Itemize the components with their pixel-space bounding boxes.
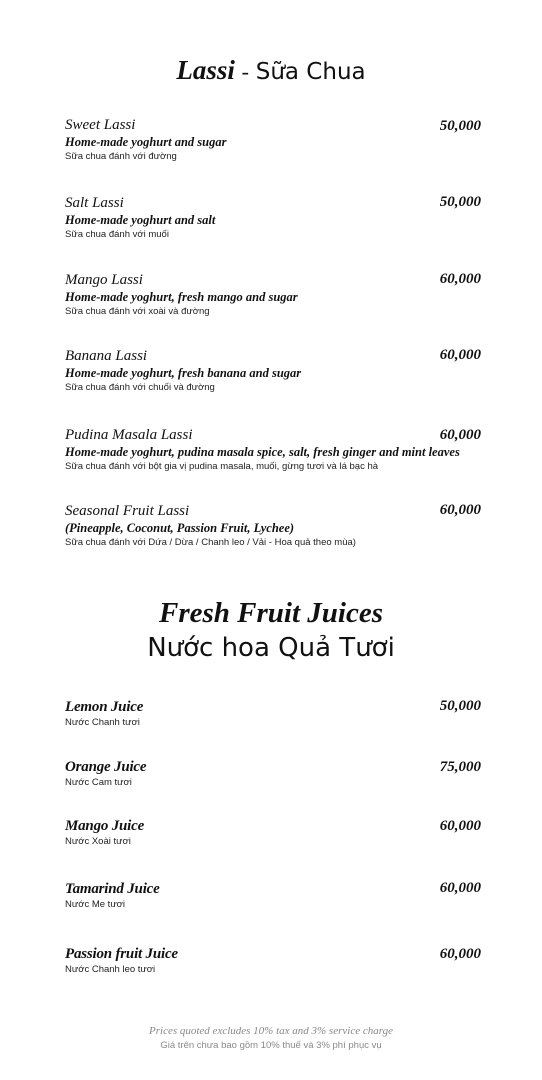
item-desc-vi: Nước Chanh leo tươi [65,964,156,975]
item-desc-en: (Pineapple, Coconut, Passion Fruit, Lychee) [65,521,295,535]
juice-section-title-en: Fresh Fruit Juices [159,597,383,629]
menu-item-tamarind-juice [65,880,485,911]
lassi-section-title [0,54,542,88]
item-desc-vi: Nước Me tươi [65,899,126,910]
item-name: Orange Juice [65,759,147,775]
lassi-title-en: Lassi [176,55,235,85]
footer-note-en: Prices quoted excludes 10% tax and 3% service charge [149,1025,393,1037]
item-name: Pudina Masala Lassi [65,427,193,443]
item-name: Seasonal Fruit Lassi [65,503,190,519]
item-desc-en: Home-made yoghurt, pudina masala spice, salt, fresh ginger and mint leaves [65,445,460,459]
lassi-title-vi: Sữa Chua [255,59,366,85]
item-price-passion-fruit-juice: 60,000 [439,946,481,962]
item-desc-vi: Nước Cam tươi [65,777,132,788]
item-name: Lemon Juice [65,699,144,715]
item-desc-vi: Nước Chanh tươi [65,717,140,728]
menu-item-mango-lassi [65,271,485,318]
item-desc-vi: Sữa chua đánh với bột gia vị pudina masala, muối, gừng tươi và lá bạc hà [65,461,379,472]
item-price-orange-juice: 75,000 [439,759,481,775]
item-desc-en: Home-made yoghurt and salt [65,213,216,227]
menu-item-banana-lassi [65,347,485,394]
footer-note-vi: Giá trên chưa bao gồm 10% thuế và 3% phí phục vụ [160,1040,382,1051]
item-desc-en: Home-made yoghurt, fresh banana and sugar [65,366,302,380]
menu-item-orange-juice [65,758,485,789]
menu-item-seasonal-fruit-lassi [65,502,485,549]
item-name: Mango Juice [65,818,145,834]
item-name: Salt Lassi [65,195,124,211]
item-price-mango-lassi: 60,000 [439,271,481,287]
item-desc-vi: Sữa chua đánh với xoài và đường [65,306,210,317]
item-desc-en: Home-made yoghurt and sugar [65,135,227,149]
item-desc-vi: Sữa chua đánh với Dứa / Dừa / Chanh leo / Vải - Hoa quả theo mùa) [65,537,356,548]
item-name: Passion fruit Juice [65,946,178,962]
item-name: Banana Lassi [65,348,148,364]
item-price-sweet-lassi: 50,000 [439,118,481,134]
item-name: Sweet Lassi [65,117,136,133]
item-desc-vi: Sữa chua đánh với chuối và đường [65,382,215,393]
menu-item-lemon-juice [65,698,485,729]
item-name: Mango Lassi [65,272,143,288]
item-desc-vi: Sữa chua đánh với đường [65,151,177,162]
lassi-title-separator: - [241,59,249,84]
item-name: Tamarind Juice [65,881,160,897]
menu-item-pudina-masala-lassi [65,426,485,473]
item-price-mango-juice: 60,000 [439,818,481,834]
menu-item-sweet-lassi [65,116,485,163]
item-price-banana-lassi: 60,000 [439,347,481,363]
item-price-salt-lassi: 50,000 [439,194,481,210]
item-price-pudina-masala-lassi: 60,000 [439,427,481,443]
item-price-seasonal-fruit-lassi: 60,000 [439,502,481,518]
menu-item-mango-juice [65,817,485,848]
menu-item-salt-lassi [65,194,485,241]
item-desc-en: Home-made yoghurt, fresh mango and sugar [65,290,298,304]
item-desc-vi: Nước Xoài tươi [65,836,131,847]
item-price-lemon-juice: 50,000 [439,698,481,714]
item-price-tamarind-juice: 60,000 [439,880,481,896]
item-desc-vi: Sữa chua đánh với muối [65,229,169,240]
menu-item-passion-fruit-juice [65,945,485,976]
juice-section-title-vi: Nước hoa Quả Tươi [147,633,395,663]
